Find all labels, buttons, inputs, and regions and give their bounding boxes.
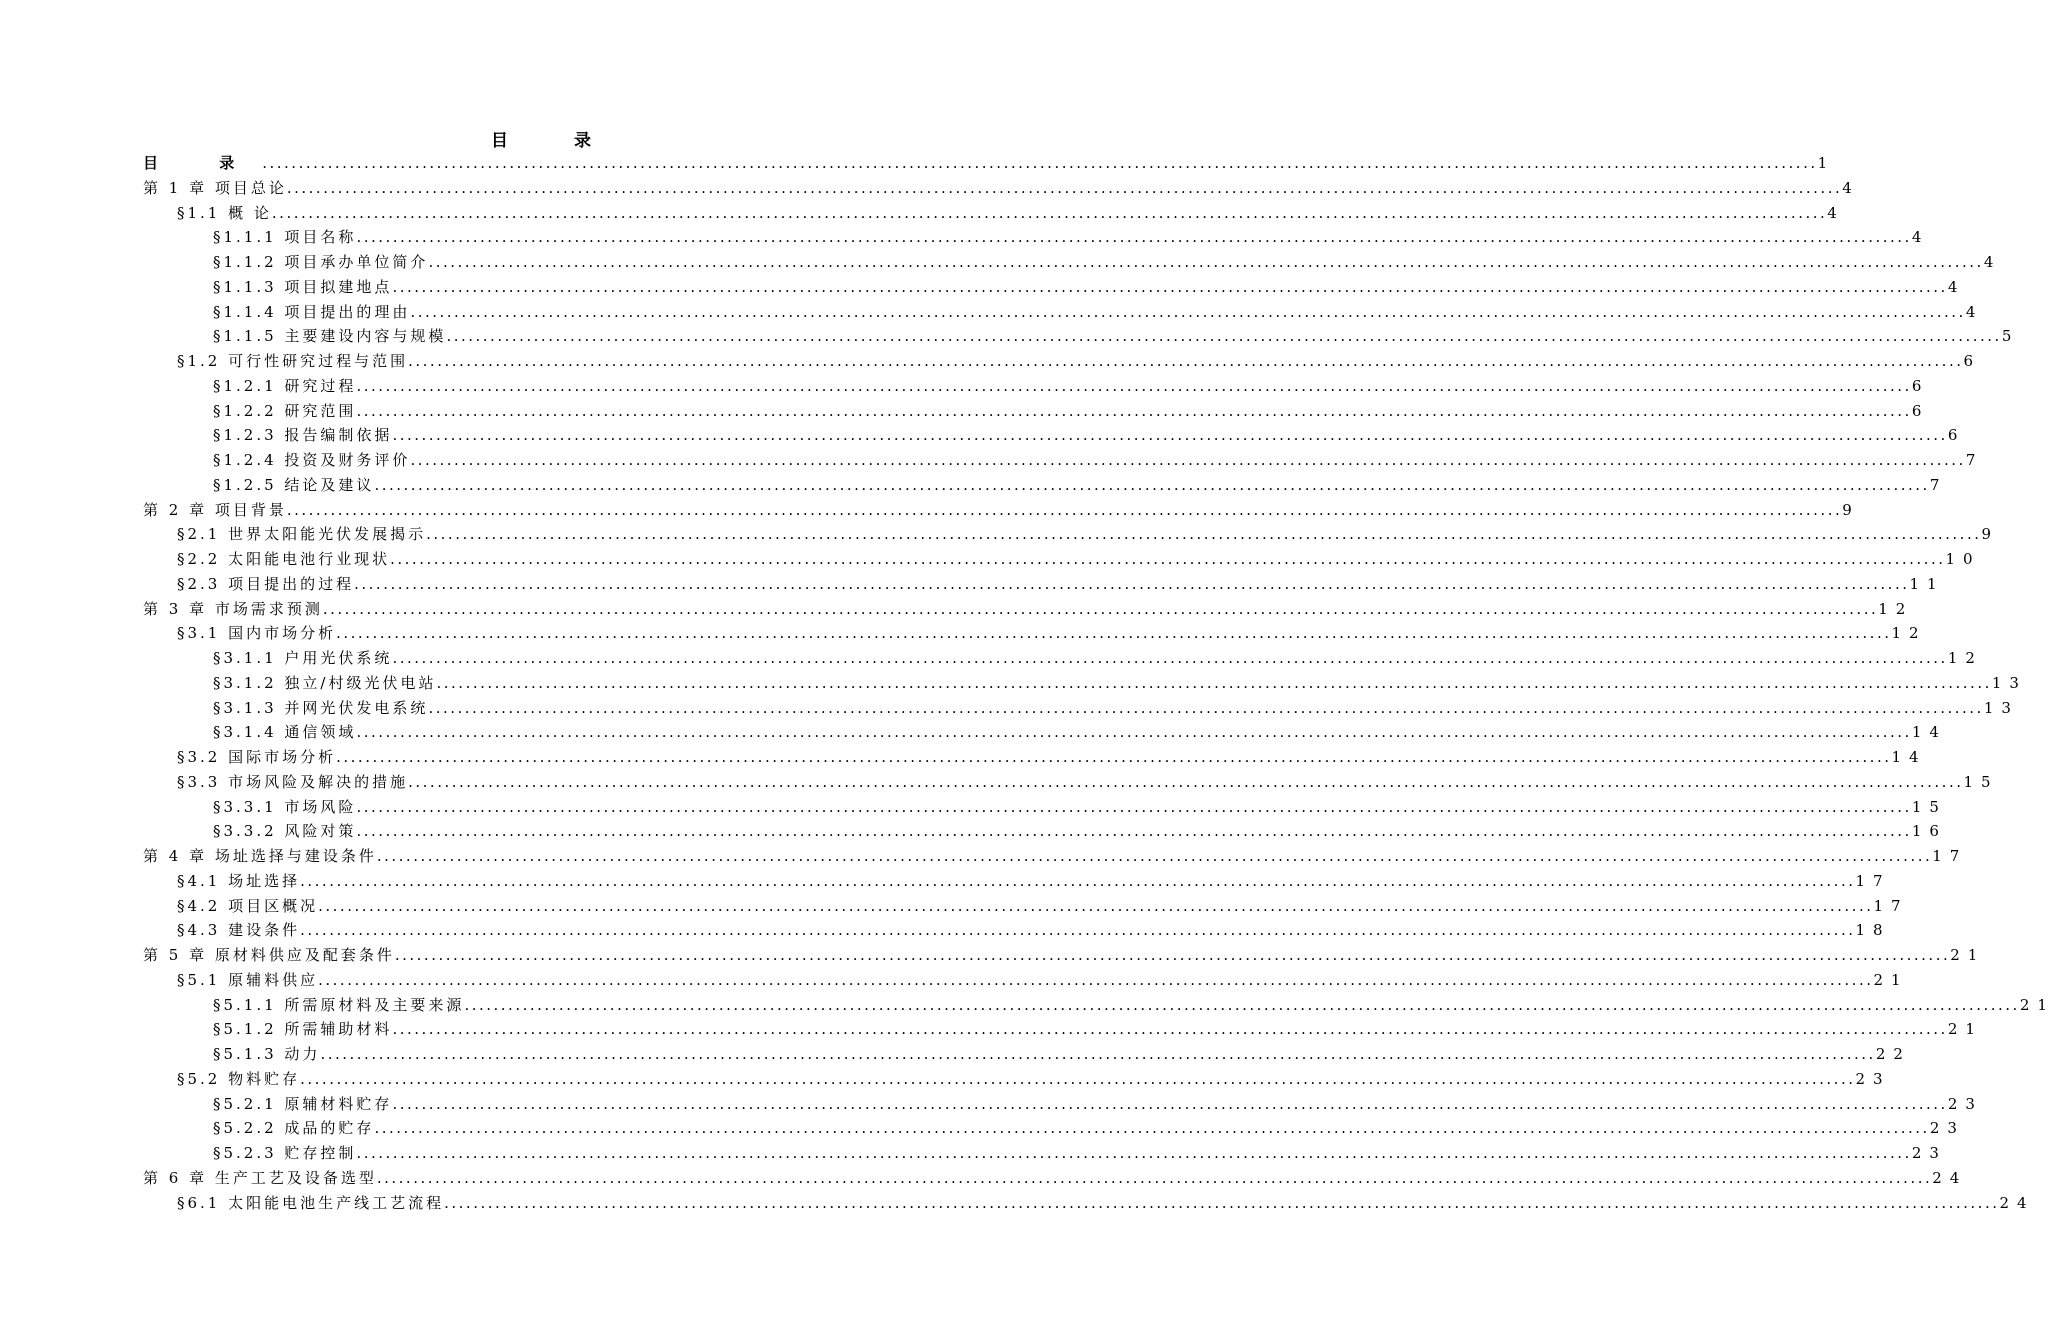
toc-dot-leader: ......................................................................................................................................................................................................................: [392, 649, 1948, 667]
toc-entry-page: 6: [1911, 401, 1930, 420]
toc-entry-page: 4: [1842, 178, 1860, 197]
toc-dot-leader: ......................................................................................................................................................................................................................: [374, 475, 1930, 494]
toc-entry[interactable]: [143, 993, 2055, 1018]
toc-dot-leader: ......................................................................................................................................................................................................................: [408, 772, 1964, 791]
toc-entry-label: §3.2 国际市场分析: [177, 748, 337, 766]
toc-entry-label: §1.2.3 报告编制依据: [213, 426, 393, 445]
toc-entry[interactable]: [143, 547, 1981, 572]
toc-entry[interactable]: [143, 696, 2019, 721]
toc-entry-page: 5: [2001, 327, 2020, 346]
toc-entry-page: 13: [1991, 673, 2027, 692]
toc-entry-label: §5.2.3 贮存控制: [213, 1144, 357, 1162]
toc-dot-leader: ......................................................................................................................................................................................................................: [392, 426, 1948, 445]
toc-dot-leader: ......................................................................................................................................................................................................................: [392, 1094, 1948, 1113]
toc-entry[interactable]: [143, 1141, 1947, 1166]
toc-entry[interactable]: [143, 300, 1984, 325]
toc-entry-label: §1.2 可行性研究过程与范围: [177, 352, 409, 370]
toc-entry-label: 第 4 章 场址选择与建设条件: [143, 847, 377, 865]
toc-entry[interactable]: [143, 1067, 1891, 1092]
toc-entry-label: §1.1.4 项目提出的理由: [213, 302, 411, 321]
toc-dot-leader: ......................................................................................................................................................................................................................: [410, 451, 1966, 469]
toc-entry[interactable]: [143, 621, 1927, 646]
toc-entry-label: §4.2 项目区概况: [177, 896, 319, 915]
toc-dot-leader: ......................................................................................................................................................................................................................: [286, 178, 1843, 197]
toc-entry[interactable]: [143, 720, 1947, 745]
toc-entry-page: 23: [1911, 1144, 1947, 1162]
toc-entry-label: §2.1 世界太阳能光伏发展揭示: [177, 525, 427, 544]
toc-dot-leader: ......................................................................................................................................................................................................................: [262, 154, 1818, 172]
toc-entry[interactable]: [143, 795, 1947, 820]
toc-entry[interactable]: [143, 349, 1982, 374]
toc-entry[interactable]: [143, 1166, 1968, 1191]
toc-dot-leader: ......................................................................................................................................................................................................................: [390, 550, 1946, 568]
toc-entry-page: 14: [1911, 723, 1947, 742]
toc-dot-leader: ......................................................................................................................................................................................................................: [336, 748, 1892, 766]
toc-entry-page: 9: [1981, 525, 2000, 544]
toc-dot-leader: ......................................................................................................................................................................................................................: [376, 1168, 1933, 1187]
toc-entry-label: §1.1.5 主要建设内容与规模: [213, 327, 447, 346]
toc-entry[interactable]: [143, 770, 1999, 795]
toc-dot-leader: ......................................................................................................................................................................................................................: [410, 302, 1966, 321]
toc-entry-page: 1: [1817, 154, 1836, 172]
toc-entry[interactable]: [143, 819, 1947, 844]
toc-entry[interactable]: [143, 176, 1860, 201]
toc-entry-label: §2.3 项目提出的过程: [177, 574, 355, 593]
toc-entry-page: 15: [1911, 797, 1947, 816]
toc-entry-page: 4: [1827, 203, 1845, 222]
toc-entry[interactable]: [143, 201, 1845, 226]
toc-dot-leader: ......................................................................................................................................................................................................................: [356, 401, 1912, 420]
toc-entry-page: 9: [1842, 500, 1860, 519]
toc-entry-label: §5.1.1 所需原材料及主要来源: [213, 995, 465, 1014]
toc-entry-page: 17: [1855, 871, 1891, 890]
toc-entry-page: 14: [1891, 748, 1927, 766]
toc-entry[interactable]: [143, 572, 1945, 597]
toc-entry-page: 6: [1947, 426, 1966, 445]
toc-entry-label: §1.2.1 研究过程: [213, 376, 357, 395]
toc-entry[interactable]: [143, 399, 1930, 424]
toc-entry[interactable]: [143, 894, 1909, 919]
toc-entry-label: §5.2.2 成品的贮存: [213, 1119, 375, 1138]
toc-entry[interactable]: [143, 968, 1909, 993]
toc-entry-label: 第 6 章 生产工艺及设备选型: [143, 1168, 377, 1187]
toc-entry-page: 7: [1929, 475, 1948, 494]
toc-dot-leader: ......................................................................................................................................................................................................................: [356, 1144, 1912, 1162]
toc-entry[interactable]: [143, 448, 1984, 473]
toc-dot-leader: ......................................................................................................................................................................................................................: [318, 896, 1874, 915]
toc-entry-page: 4: [1983, 253, 2002, 271]
toc-entry-label: §3.1.1 户用光伏系统: [213, 649, 393, 667]
toc-entry-page: 12: [1891, 624, 1927, 643]
toc-entry[interactable]: [143, 1042, 1911, 1067]
toc-entry-label: §5.1 原辅料供应: [177, 970, 319, 989]
toc-entry-page: 16: [1911, 822, 1947, 841]
toc-entry-page: 18: [1855, 921, 1891, 940]
toc-dot-leader: ......................................................................................................................................................................................................................: [446, 327, 2002, 346]
toc-entry-page: 21: [1873, 970, 1909, 989]
toc-dot-leader: ......................................................................................................................................................................................................................: [408, 352, 1964, 370]
toc-entry-page: 10: [1945, 550, 1981, 568]
toc-entry[interactable]: [143, 374, 1930, 399]
toc-entry-label: §4.3 建设条件: [177, 921, 301, 940]
toc-entry[interactable]: [143, 423, 1966, 448]
table-of-contents: [143, 151, 2055, 1215]
toc-entry-label: §3.3.1 市场风险: [213, 797, 357, 816]
toc-entry-page: 21: [2019, 995, 2055, 1014]
toc-entry-page: 21: [1950, 946, 1986, 964]
toc-dot-leader: ......................................................................................................................................................................................................................: [356, 723, 1912, 742]
toc-entry-label: 目 录: [143, 154, 263, 172]
toc-entry-label: §5.1.3 动力: [213, 1045, 321, 1063]
toc-entry-page: 22: [1875, 1045, 1911, 1063]
toc-entry[interactable]: [143, 1092, 1983, 1117]
toc-entry-label: §1.1.3 项目拟建地点: [213, 277, 393, 296]
toc-entry-label: §1.1.2 项目承办单位简介: [213, 253, 429, 271]
toc-entry[interactable]: [143, 1116, 1965, 1141]
toc-entry-label: §1.1 概 论: [177, 203, 272, 222]
toc-entry[interactable]: [143, 250, 2002, 275]
toc-entry-page: 4: [1947, 277, 1966, 296]
toc-dot-leader: ......................................................................................................................................................................................................................: [436, 673, 1992, 692]
toc-dot-leader: ......................................................................................................................................................................................................................: [428, 253, 1984, 271]
toc-entry-label: §3.3 市场风险及解决的措施: [177, 772, 409, 791]
toc-entry-page: 17: [1932, 847, 1968, 865]
toc-dot-leader: ......................................................................................................................................................................................................................: [394, 946, 1951, 964]
toc-entry[interactable]: [143, 225, 1930, 250]
toc-dot-leader: ......................................................................................................................................................................................................................: [356, 376, 1912, 395]
toc-entry-label: §3.1 国内市场分析: [177, 624, 337, 643]
toc-dot-leader: ......................................................................................................................................................................................................................: [336, 624, 1892, 643]
toc-dot-leader: ......................................................................................................................................................................................................................: [356, 228, 1912, 247]
toc-entry[interactable]: [143, 918, 1891, 943]
toc-entry[interactable]: [143, 1017, 1983, 1042]
toc-entry[interactable]: [143, 844, 1968, 869]
toc-entry[interactable]: [143, 498, 1860, 523]
page-title: 目 录: [491, 131, 621, 151]
toc-entry-label: 第 2 章 项目背景: [143, 500, 287, 519]
toc-entry-label: §1.2.2 研究范围: [213, 401, 357, 420]
toc-entry-label: §5.1.2 所需辅助材料: [213, 1020, 393, 1039]
toc-dot-leader: ......................................................................................................................................................................................................................: [300, 1069, 1856, 1088]
toc-entry-label: 第 1 章 项目总论: [143, 178, 287, 197]
toc-entry-label: §6.1 太阳能电池生产线工艺流程: [177, 1193, 445, 1212]
toc-entry-page: 23: [1929, 1119, 1965, 1138]
toc-entry-label: §3.1.2 独立/村级光伏电站: [213, 673, 437, 692]
toc-dot-leader: ......................................................................................................................................................................................................................: [286, 500, 1843, 519]
toc-dot-leader: ......................................................................................................................................................................................................................: [374, 1119, 1930, 1138]
toc-entry[interactable]: [143, 646, 1983, 671]
toc-entry[interactable]: [143, 1191, 2035, 1216]
toc-entry-label: §5.2 物料贮存: [177, 1069, 301, 1088]
toc-dot-leader: ......................................................................................................................................................................................................................: [444, 1193, 2000, 1212]
toc-entry-page: 6: [1911, 376, 1930, 395]
toc-entry-page: 24: [1999, 1193, 2035, 1212]
toc-entry-label: 第 5 章 原材料供应及配套条件: [143, 946, 395, 964]
toc-entry-page: 23: [1947, 1094, 1983, 1113]
toc-entry-page: 24: [1932, 1168, 1968, 1187]
toc-entry[interactable]: [143, 473, 1948, 498]
toc-entry-page: 23: [1855, 1069, 1891, 1088]
toc-entry-page: 11: [1909, 574, 1945, 593]
toc-dot-leader: ......................................................................................................................................................................................................................: [322, 599, 1879, 618]
toc-entry[interactable]: [143, 943, 1986, 968]
toc-entry[interactable]: [143, 597, 1914, 622]
toc-entry[interactable]: [143, 671, 2027, 696]
toc-entry-label: 第 3 章 市场需求预测: [143, 599, 323, 618]
toc-dot-leader: ......................................................................................................................................................................................................................: [300, 871, 1856, 890]
toc-dot-leader: ......................................................................................................................................................................................................................: [464, 995, 2020, 1014]
toc-dot-leader: ......................................................................................................................................................................................................................: [428, 698, 1984, 717]
toc-entry-page: 4: [1911, 228, 1930, 247]
toc-entry[interactable]: [143, 745, 1927, 770]
toc-entry-page: 12: [1947, 649, 1983, 667]
toc-dot-leader: ......................................................................................................................................................................................................................: [354, 574, 1910, 593]
toc-dot-leader: ......................................................................................................................................................................................................................: [356, 822, 1912, 841]
toc-entry-page: 4: [1965, 302, 1984, 321]
toc-entry[interactable]: [143, 522, 2000, 547]
toc-entry-label: §1.2.4 投资及财务评价: [213, 451, 411, 469]
toc-dot-leader: ......................................................................................................................................................................................................................: [356, 797, 1912, 816]
toc-entry-label: §1.2.5 结论及建议: [213, 475, 375, 494]
toc-dot-leader: ......................................................................................................................................................................................................................: [271, 203, 1828, 222]
toc-entry-label: §1.1.1 项目名称: [213, 228, 357, 247]
toc-entry-label: §3.3.2 风险对策: [213, 822, 357, 841]
toc-entry-page: 17: [1873, 896, 1909, 915]
toc-entry-label: §3.1.4 通信领域: [213, 723, 357, 742]
toc-entry-page: 15: [1963, 772, 1999, 791]
toc-entry-page: 21: [1947, 1020, 1983, 1039]
toc-entry-page: 7: [1965, 451, 1984, 469]
toc-entry[interactable]: [143, 151, 1836, 176]
toc-entry-page: 6: [1963, 352, 1982, 370]
toc-dot-leader: ......................................................................................................................................................................................................................: [318, 970, 1874, 989]
toc-entry-label: §4.1 场址选择: [177, 871, 301, 890]
toc-dot-leader: ......................................................................................................................................................................................................................: [320, 1045, 1876, 1063]
toc-dot-leader: ......................................................................................................................................................................................................................: [426, 525, 1982, 544]
toc-dot-leader: ......................................................................................................................................................................................................................: [300, 921, 1856, 940]
toc-dot-leader: ......................................................................................................................................................................................................................: [392, 277, 1948, 296]
toc-entry[interactable]: [143, 275, 1966, 300]
toc-dot-leader: ......................................................................................................................................................................................................................: [392, 1020, 1948, 1039]
toc-entry[interactable]: [143, 324, 2020, 349]
toc-entry-page: 13: [1983, 698, 2019, 717]
toc-entry-label: §5.2.1 原辅材料贮存: [213, 1094, 393, 1113]
toc-entry-label: §2.2 太阳能电池行业现状: [177, 550, 391, 568]
toc-entry-label: §3.1.3 并网光伏发电系统: [213, 698, 429, 717]
toc-dot-leader: ......................................................................................................................................................................................................................: [376, 847, 1933, 865]
toc-entry[interactable]: [143, 869, 1891, 894]
toc-entry-page: 12: [1878, 599, 1914, 618]
